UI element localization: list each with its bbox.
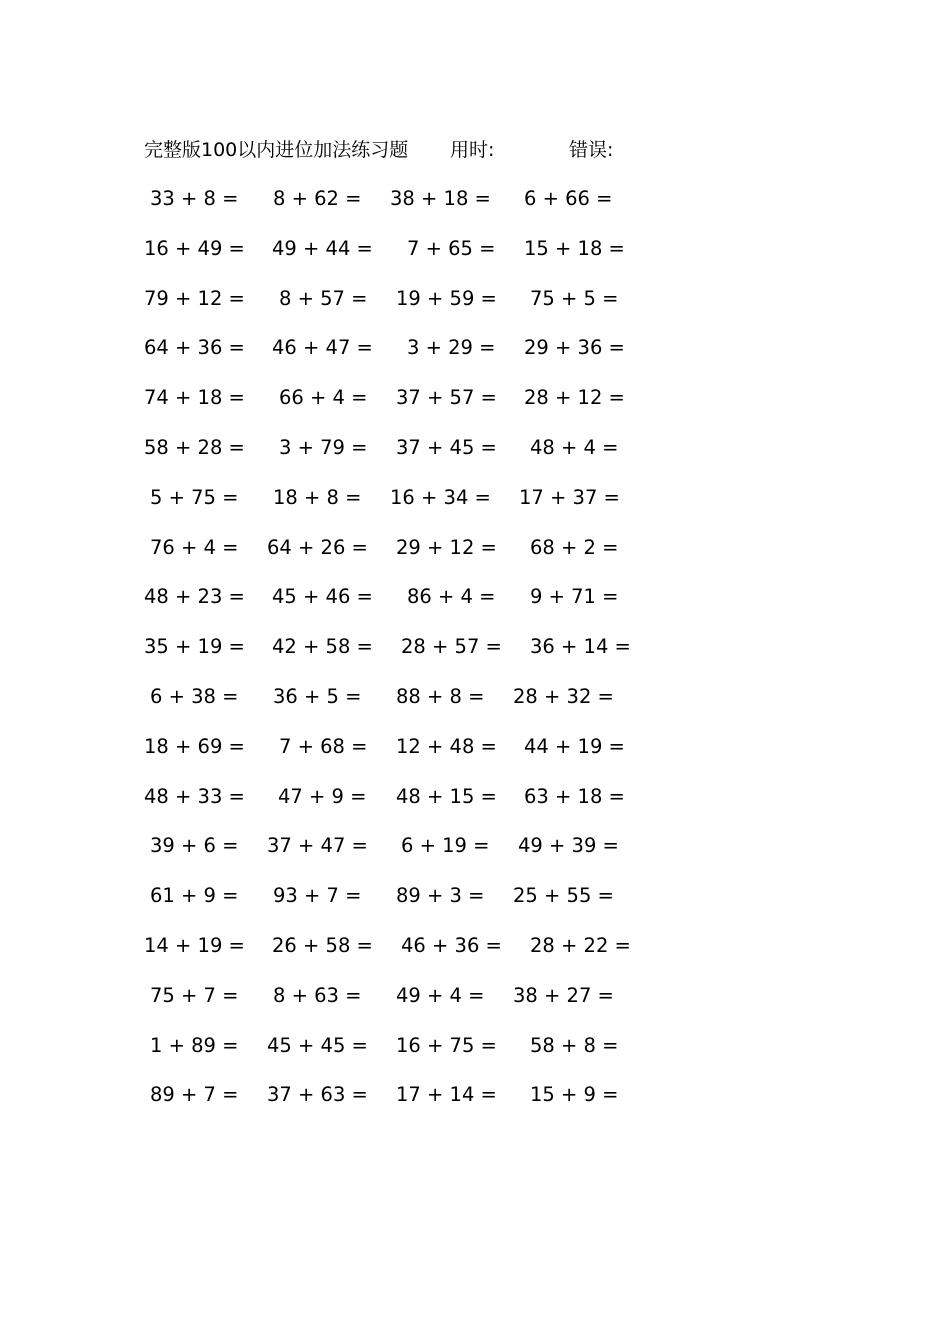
addition-problem: 45 + 46 = <box>272 585 373 609</box>
addition-problem: 48 + 33 = <box>144 784 245 808</box>
problem-row <box>0 1081 950 1131</box>
addition-problem: 9 + 71 = <box>530 585 619 609</box>
addition-problem: 93 + 7 = <box>273 884 362 908</box>
problem-row <box>0 932 950 982</box>
addition-problem: 44 + 19 = <box>524 734 625 758</box>
addition-problem: 6 + 19 = <box>401 834 490 858</box>
addition-problem: 79 + 12 = <box>144 286 245 310</box>
problem-row <box>0 1032 950 1082</box>
addition-problem: 68 + 2 = <box>530 535 619 559</box>
addition-problem: 12 + 48 = <box>396 734 497 758</box>
problem-row <box>0 384 950 434</box>
addition-problem: 17 + 37 = <box>519 485 620 509</box>
problem-row <box>0 882 950 932</box>
addition-problem: 29 + 12 = <box>396 535 497 559</box>
addition-problem: 14 + 19 = <box>144 933 245 957</box>
addition-problem: 8 + 57 = <box>279 286 368 310</box>
addition-problem: 75 + 5 = <box>530 286 619 310</box>
addition-problem: 49 + 44 = <box>272 236 373 260</box>
addition-problem: 3 + 79 = <box>279 435 368 459</box>
addition-problem: 29 + 36 = <box>524 336 625 360</box>
problem-row <box>0 783 950 833</box>
addition-problem: 76 + 4 = <box>150 535 239 559</box>
addition-problem: 66 + 4 = <box>279 386 368 410</box>
addition-problem: 58 + 8 = <box>530 1033 619 1057</box>
addition-problem: 3 + 29 = <box>407 336 496 360</box>
addition-problem: 89 + 7 = <box>150 1083 239 1107</box>
addition-problem: 35 + 19 = <box>144 635 245 659</box>
addition-problem: 48 + 23 = <box>144 585 245 609</box>
addition-problem: 46 + 36 = <box>401 933 502 957</box>
addition-problem: 45 + 45 = <box>267 1033 368 1057</box>
addition-problem: 49 + 39 = <box>518 834 619 858</box>
addition-problem: 63 + 18 = <box>524 784 625 808</box>
addition-problem: 61 + 9 = <box>150 884 239 908</box>
addition-problem: 49 + 4 = <box>396 983 485 1007</box>
addition-problem: 18 + 69 = <box>144 734 245 758</box>
addition-problem: 89 + 3 = <box>396 884 485 908</box>
addition-problem: 25 + 55 = <box>513 884 614 908</box>
time-used-label: 用时: <box>450 139 495 161</box>
problem-row <box>0 832 950 882</box>
addition-problem: 38 + 27 = <box>513 983 614 1007</box>
addition-problem: 28 + 32 = <box>513 684 614 708</box>
addition-problem: 42 + 58 = <box>272 635 373 659</box>
addition-problem: 88 + 8 = <box>396 684 485 708</box>
problem-row <box>0 982 950 1032</box>
addition-problem: 15 + 18 = <box>524 236 625 260</box>
addition-problem: 7 + 68 = <box>279 734 368 758</box>
addition-problem: 19 + 59 = <box>396 286 497 310</box>
addition-problem: 58 + 28 = <box>144 435 245 459</box>
problem-row <box>0 683 950 733</box>
addition-problem: 38 + 18 = <box>390 187 491 210</box>
problem-grid <box>0 185 950 1131</box>
addition-problem: 39 + 6 = <box>150 834 239 858</box>
problem-row <box>0 334 950 384</box>
addition-problem: 64 + 26 = <box>267 535 368 559</box>
problem-row <box>0 235 950 285</box>
addition-problem: 86 + 4 = <box>407 585 496 609</box>
addition-problem: 36 + 5 = <box>273 684 362 708</box>
problem-row <box>0 484 950 534</box>
worksheet-title: 完整版100以内进位加法练习题 <box>144 139 409 161</box>
errors-label: 错误: <box>569 139 614 161</box>
addition-problem: 5 + 75 = <box>150 485 239 509</box>
addition-problem: 16 + 49 = <box>144 236 245 260</box>
addition-problem: 17 + 14 = <box>396 1083 497 1107</box>
addition-problem: 6 + 66 = <box>524 187 613 210</box>
addition-problem: 15 + 9 = <box>530 1083 619 1107</box>
addition-problem: 48 + 4 = <box>530 435 619 459</box>
addition-problem: 36 + 14 = <box>530 635 631 659</box>
addition-problem: 37 + 57 = <box>396 386 497 410</box>
problem-row <box>0 185 950 235</box>
addition-problem: 16 + 75 = <box>396 1033 497 1057</box>
problem-row <box>0 534 950 584</box>
addition-problem: 28 + 57 = <box>401 635 502 659</box>
addition-problem: 6 + 38 = <box>150 684 239 708</box>
addition-problem: 48 + 15 = <box>396 784 497 808</box>
addition-problem: 8 + 63 = <box>273 983 362 1007</box>
addition-problem: 46 + 47 = <box>272 336 373 360</box>
addition-problem: 28 + 22 = <box>530 933 631 957</box>
addition-problem: 16 + 34 = <box>390 485 491 509</box>
problem-row <box>0 583 950 633</box>
problem-row <box>0 285 950 335</box>
addition-problem: 26 + 58 = <box>272 933 373 957</box>
addition-problem: 37 + 63 = <box>267 1083 368 1107</box>
addition-problem: 75 + 7 = <box>150 983 239 1007</box>
problem-row <box>0 733 950 783</box>
addition-problem: 64 + 36 = <box>144 336 245 360</box>
addition-problem: 28 + 12 = <box>524 386 625 410</box>
addition-problem: 37 + 45 = <box>396 435 497 459</box>
addition-problem: 47 + 9 = <box>278 784 367 808</box>
addition-problem: 1 + 89 = <box>150 1033 239 1057</box>
problem-row <box>0 434 950 484</box>
addition-problem: 33 + 8 = <box>150 187 239 210</box>
problem-row <box>0 633 950 683</box>
addition-problem: 74 + 18 = <box>144 386 245 410</box>
addition-problem: 7 + 65 = <box>407 236 496 260</box>
addition-problem: 8 + 62 = <box>273 187 362 210</box>
addition-problem: 37 + 47 = <box>267 834 368 858</box>
addition-problem: 18 + 8 = <box>273 485 362 509</box>
